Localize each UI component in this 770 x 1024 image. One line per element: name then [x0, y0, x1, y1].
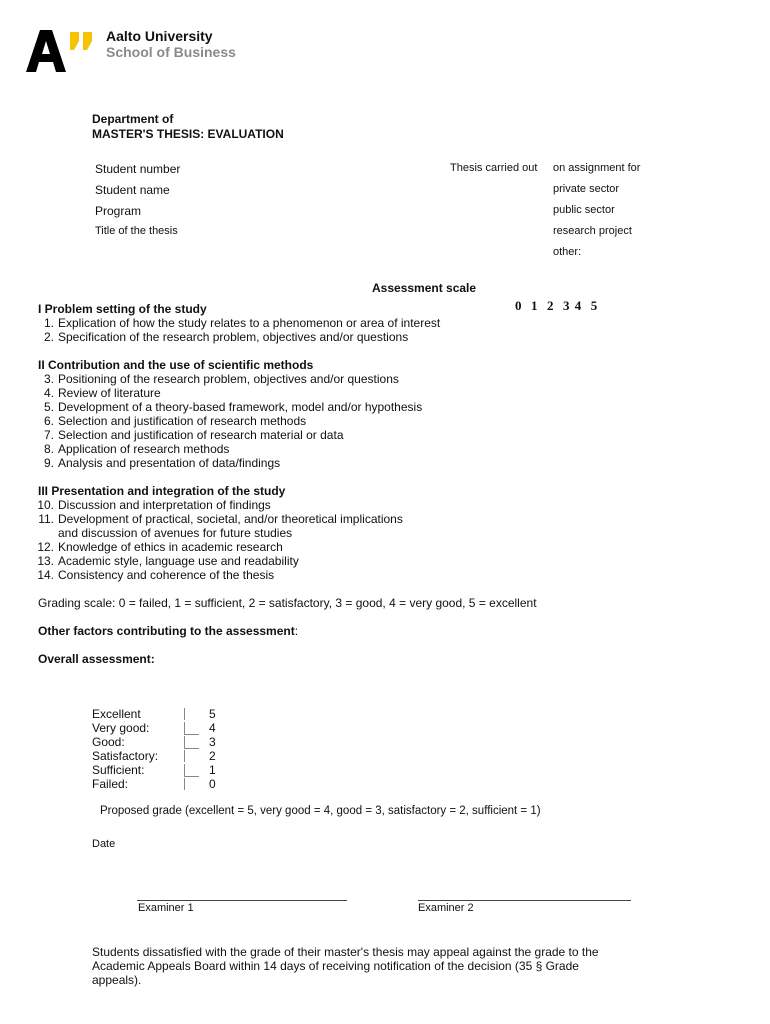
criterion-item: 9. Analysis and presentation of data/findings: [43, 456, 281, 470]
section-3-heading: III Presentation and integration of the study: [38, 484, 286, 498]
grade-table: [92, 707, 229, 791]
grade-checkbox[interactable]: [184, 764, 199, 777]
school-name: School of Business: [106, 44, 236, 60]
grade-row-good: Good: 3: [92, 735, 216, 749]
grade-row-sufficient: Sufficient: 1: [92, 763, 216, 777]
criterion-item: 2. Specification of the research problem, objectives and/or questions: [43, 330, 409, 344]
grade-row-satisfactory: Satisfactory: 2: [92, 749, 216, 763]
criterion-item: 10. Discussion and interpretation of findings: [37, 498, 271, 512]
criterion-item: 1. Explication of how the study relates to a phenomenon or area of interest: [43, 316, 441, 330]
assessment-scale-heading: Assessment scale: [372, 281, 477, 295]
criterion-item: 5. Development of a theory-based framework, model and/or hypothesis: [43, 400, 423, 414]
grade-row-very-good: Very good: 4: [92, 721, 216, 735]
assessment-scale-digits: 0 1 2 3 4 5: [515, 298, 599, 313]
appeal-text-line-2: Academic Appeals Board within 14 days of receiving notification of the decision (35 § Grade: [92, 959, 579, 973]
overall-assessment-heading: Overall assessment:: [38, 652, 155, 666]
form-title: MASTER'S THESIS: EVALUATION: [92, 127, 284, 141]
examiner-1-signature-line[interactable]: [137, 900, 347, 901]
criterion-item: 6. Selection and justification of research methods: [43, 414, 307, 428]
criterion-item: 3. Positioning of the research problem, objectives and/or questions: [43, 372, 399, 386]
option-research-project: research project: [553, 225, 632, 237]
examiner-1-label: Examiner 1: [138, 902, 194, 914]
grade-row-excellent: Excellent 5: [92, 707, 216, 721]
proposed-grade-text: Proposed grade (excellent = 5, very good = 4, good = 3, satisfactory = 2, sufficient = 1): [100, 805, 541, 817]
student-number-label: Student number: [95, 162, 181, 176]
option-on-assignment: on assignment for: [553, 162, 641, 174]
grade-checkbox[interactable]: [184, 778, 199, 790]
examiner-2-signature-line[interactable]: [418, 900, 631, 901]
appeal-text-line-1: Students dissatisfied with the grade of their master's thesis may appeal against the grade to the: [92, 945, 599, 959]
department-label: Department of: [92, 112, 174, 126]
thesis-title-label: Title of the thesis: [95, 225, 178, 237]
aalto-logo: [26, 28, 96, 74]
option-public-sector: public sector: [553, 204, 615, 216]
other-factors-heading: Other factors contributing to the assessment:: [38, 624, 299, 638]
option-other: other:: [553, 246, 582, 258]
criterion-item: 8. Application of research methods: [43, 442, 230, 456]
examiner-2-label: Examiner 2: [418, 902, 474, 914]
grade-checkbox[interactable]: [184, 722, 199, 735]
criterion-item: and discussion of avenues for future studies: [58, 526, 293, 540]
grade-checkbox[interactable]: [184, 736, 199, 749]
date-label: Date: [92, 838, 116, 850]
criterion-item: 11. Development of practical, societal, and/or theoretical implications: [38, 512, 403, 526]
student-name-label: Student name: [95, 183, 170, 197]
option-private-sector: private sector: [553, 183, 620, 195]
grading-scale-text: Grading scale: 0 = failed, 1 = sufficient, 2 = satisfactory, 3 = good, 4 = very good, 5 = excellent: [38, 596, 537, 610]
criterion-item: 14. Consistency and coherence of the thesis: [37, 568, 275, 582]
grade-row-failed: Failed: 0: [92, 777, 216, 791]
grade-checkbox[interactable]: [184, 750, 199, 762]
criterion-item: 7. Selection and justification of research material or data: [43, 428, 344, 442]
thesis-carried-out-label: Thesis carried out: [450, 162, 538, 174]
criterion-item: 4. Review of literature: [43, 386, 161, 400]
section-2-heading: II Contribution and the use of scientific methods: [38, 358, 314, 372]
university-name: Aalto University: [106, 28, 213, 44]
criterion-item: 12. Knowledge of ethics in academic research: [37, 540, 283, 554]
appeal-text-line-3: appeals).: [92, 973, 142, 987]
section-1-heading: I Problem setting of the study: [38, 302, 207, 316]
grade-checkbox[interactable]: [184, 708, 199, 720]
criterion-item: 13. Academic style, language use and readability: [37, 554, 299, 568]
program-label: Program: [95, 204, 142, 218]
